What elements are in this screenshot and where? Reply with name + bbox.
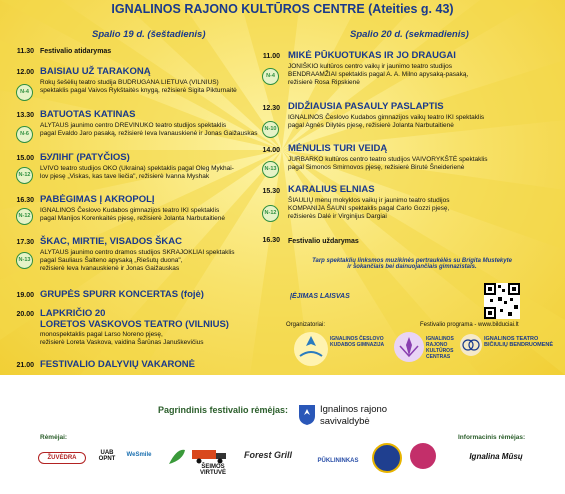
theatre-friends-name: IGNALINOS TEATRO BIČIULIŲ BENDRUOMENĖ [484, 336, 554, 348]
event-detail: ALYTAUS jaunimo centro DREVINUKO teatro studijos spektaklis [40, 122, 227, 129]
main-sponsor-label: Pagrindinis festivalio rėmėjas: [158, 405, 289, 415]
event-time: 16.30 [262, 237, 280, 244]
event-time: 15.00 [16, 155, 34, 162]
info-sponsor-ignalina-musu: Ignalina Mūsų [469, 452, 523, 461]
event-detail: pagal Agnės Dilytės pjesę, režisierė Jolanta Narbutaitienė [288, 122, 454, 129]
age-badge: N-10 [262, 121, 279, 138]
sponsor-leaf-logo [165, 446, 189, 468]
event-time: 19.00 [16, 292, 34, 299]
event-detail: monospektaklis pagal Larso Noreno pjesę, [40, 331, 163, 338]
age-badge: N-4 [16, 84, 33, 101]
event-title: PABĖGIMAS Į AKROPOLĮ [40, 194, 155, 205]
event-detail: režisierės Dalė ir Virginijus Dargiai [288, 213, 387, 220]
event-detail: KOMPANIJA ŠAUNI spektaklis pagal Carlo Gozzi pjesę, [288, 205, 450, 212]
event-detail: pagal Evaldo Jaro pasaką, režisierė Ieva Ivanauskienė ir Jonas Gaižauskas [40, 130, 258, 137]
sponsors-label: Rėmėjai: [40, 434, 68, 441]
gymnasium-logo [294, 332, 328, 366]
event-detail: režisierė Ieva Ivanauskienė ir Jonas Gaižauskas [40, 265, 180, 272]
event-detail: režisierė Loreta Vaskova, vaidina Šarūnas Januškevičius [40, 339, 204, 346]
sponsor-seimos-virtuve: ŠEIMOS VIRTUVĖ [199, 464, 226, 476]
event-detail: pagal Sauliaus Šalteno apysaką „Riešutų duona", [40, 257, 183, 264]
event-title: BAISIAU UŽ TARAKONĄ [40, 66, 151, 77]
sponsor-zuvedra: ŽUVĖDRA [38, 452, 86, 464]
event-time: 13.30 [16, 112, 34, 119]
culture-centre-logo [394, 332, 424, 362]
event-detail: ŠIAULIŲ menų mokyklos vaikų ir jaunimo teatro studijos [288, 197, 450, 204]
event-time: 11.30 [16, 48, 34, 55]
event-title: BATUOTAS KATINAS [40, 109, 136, 120]
municipality-coat-of-arms [298, 404, 316, 431]
event-detail: spektaklis pagal Vaivos Rykštaitės knygą, režisierė Sigita Pikturnaitė [40, 87, 237, 94]
event-detail: JURBARKO kultūros centro teatro studijos VAIVORYKŠTĖ spektaklis [288, 156, 488, 163]
event-detail: ALYTAUS jaunimo centro dramos studijos SKRAJOKLIAI spektaklis [40, 249, 235, 256]
event-time: 17.30 [16, 239, 34, 246]
sponsor-opnt: UAB OPNT [98, 450, 116, 462]
event-title: MIKĖ PŪKUOTUKAS IR JO DRAUGAI [288, 50, 456, 61]
qr-code[interactable] [484, 283, 520, 319]
gymnasium-name: IGNALINOS ČESLOVO KUDABOS GIMNAZIJA [330, 336, 385, 348]
culture-centre-name: IGNALINOS RAJONO KULTŪROS CENTRAS [426, 336, 454, 360]
day2-title: Spalio 20 d. (sekmadienis) [350, 29, 469, 40]
info-sponsors-label: Informacinis rėmėjas: [458, 434, 526, 441]
event-title: KARALIUS ELNIAS [288, 184, 375, 195]
event-detail: IGNALINOS Česlovo Kudabos gimnazijos teatro IKI spektaklis [40, 207, 220, 214]
theatre-friends-logo [460, 334, 482, 356]
day1-title: Spalio 19 d. (šeštadienis) [92, 29, 206, 40]
event-title: DIDŽIAUSIA PASAULY PASLAPTIS [288, 101, 444, 112]
event-time: 15.30 [262, 188, 280, 195]
age-badge: N-6 [16, 126, 33, 143]
event-detail: BENDRAAMŽIAI spektaklis pagal A. A. Milno apysaką-pasaką, [288, 71, 469, 78]
event-title: LAPKRIČIO 20 [40, 308, 106, 319]
age-badge: N-13 [262, 161, 279, 178]
event-detail: režisierė Rosa Ripskienė [288, 79, 360, 86]
free-entry: ĮĖJIMAS LAISVAS [290, 293, 350, 300]
event-detail: JONIŠKIO kultūros centro vaikų ir jaunimo teatro studijos [288, 63, 453, 70]
event-detail: pagal Simonos Smirnovos pjesę, režisierė Birutė Šneiderienė [288, 164, 465, 171]
event-title: MĖNULIS TURI VEIDĄ [288, 143, 388, 154]
event-title: LORETOS VASKOVOS TEATRO (VILNIUS) [40, 319, 229, 330]
age-badge: N-13 [16, 252, 33, 269]
poster-header: IGNALINOS RAJONO KULTŪROS CENTRE (Ateities g. 43) [111, 2, 454, 16]
age-badge: N-12 [262, 205, 279, 222]
event-time: 12.00 [16, 69, 34, 76]
event-title: Festivalio atidarymas [40, 48, 112, 55]
event-title: Festivalio uždarymas [288, 238, 359, 245]
sponsor-forest-grill: Forest Grill [243, 450, 292, 460]
main-sponsor-name: Ignalinos rajono savivaldybė [320, 404, 388, 427]
event-detail: pagal Manijos Korenkaitės pjesę, režisierė Jolanta Narbutaitienė [40, 215, 225, 222]
sponsor-puklininkas: PŪKLININKAS [317, 458, 359, 464]
age-badge: N-12 [16, 167, 33, 184]
sponsor-truck-logo [190, 446, 232, 464]
event-detail: IGNALINOS Česlovo Kudabos gimnazijos vaikų teatro IKI spektaklis [288, 114, 485, 121]
age-badge: N-12 [16, 208, 33, 225]
event-title: ŠKAC, MIRTIE, VISADOS ŠKAC [40, 236, 182, 247]
intermission-note: Tarp spektaklių linksmos muzikinės pertraukėlės su Brigita Mustekyte ir šokančiais bei dainuojančiais gimnazistais. [312, 258, 512, 270]
event-title: FESTIVALIO DALYVIŲ VAKARONĖ [40, 359, 196, 370]
event-time: 12.30 [262, 105, 280, 112]
event-title: БУЛІНГ (PATYČIOS) [40, 152, 130, 163]
event-time: 14.00 [262, 147, 280, 154]
event-detail: LVIVO teatro studijos OKO (Ukraina) spektaklis pagal Oleg Mykhai- [40, 165, 234, 172]
sponsor-wesmile: WeSmile [126, 452, 152, 458]
event-detail: Rokų šešėlių teatro studija BUDRUGANA LIETUVA (VILNIUS) [40, 79, 219, 86]
event-detail: lov pjesę „Viskas, kas tave liečia", režisierė Ivanna Myshak [40, 173, 210, 180]
event-title: GRUPĖS SPURR KONCERTAS (fojė) [40, 289, 204, 300]
program-link[interactable]: Festivalio programa - www.bilduciai.lt [420, 322, 519, 328]
event-time: 20.00 [16, 311, 34, 318]
organizers-label: Organizatoriai: [286, 322, 326, 328]
event-time: 16.30 [16, 197, 34, 204]
sponsor-pink-logo [410, 443, 436, 469]
event-time: 11.00 [262, 53, 280, 60]
age-badge: N-4 [262, 68, 279, 85]
event-time: 21.00 [16, 362, 34, 369]
sponsor-round-logo [372, 443, 402, 473]
